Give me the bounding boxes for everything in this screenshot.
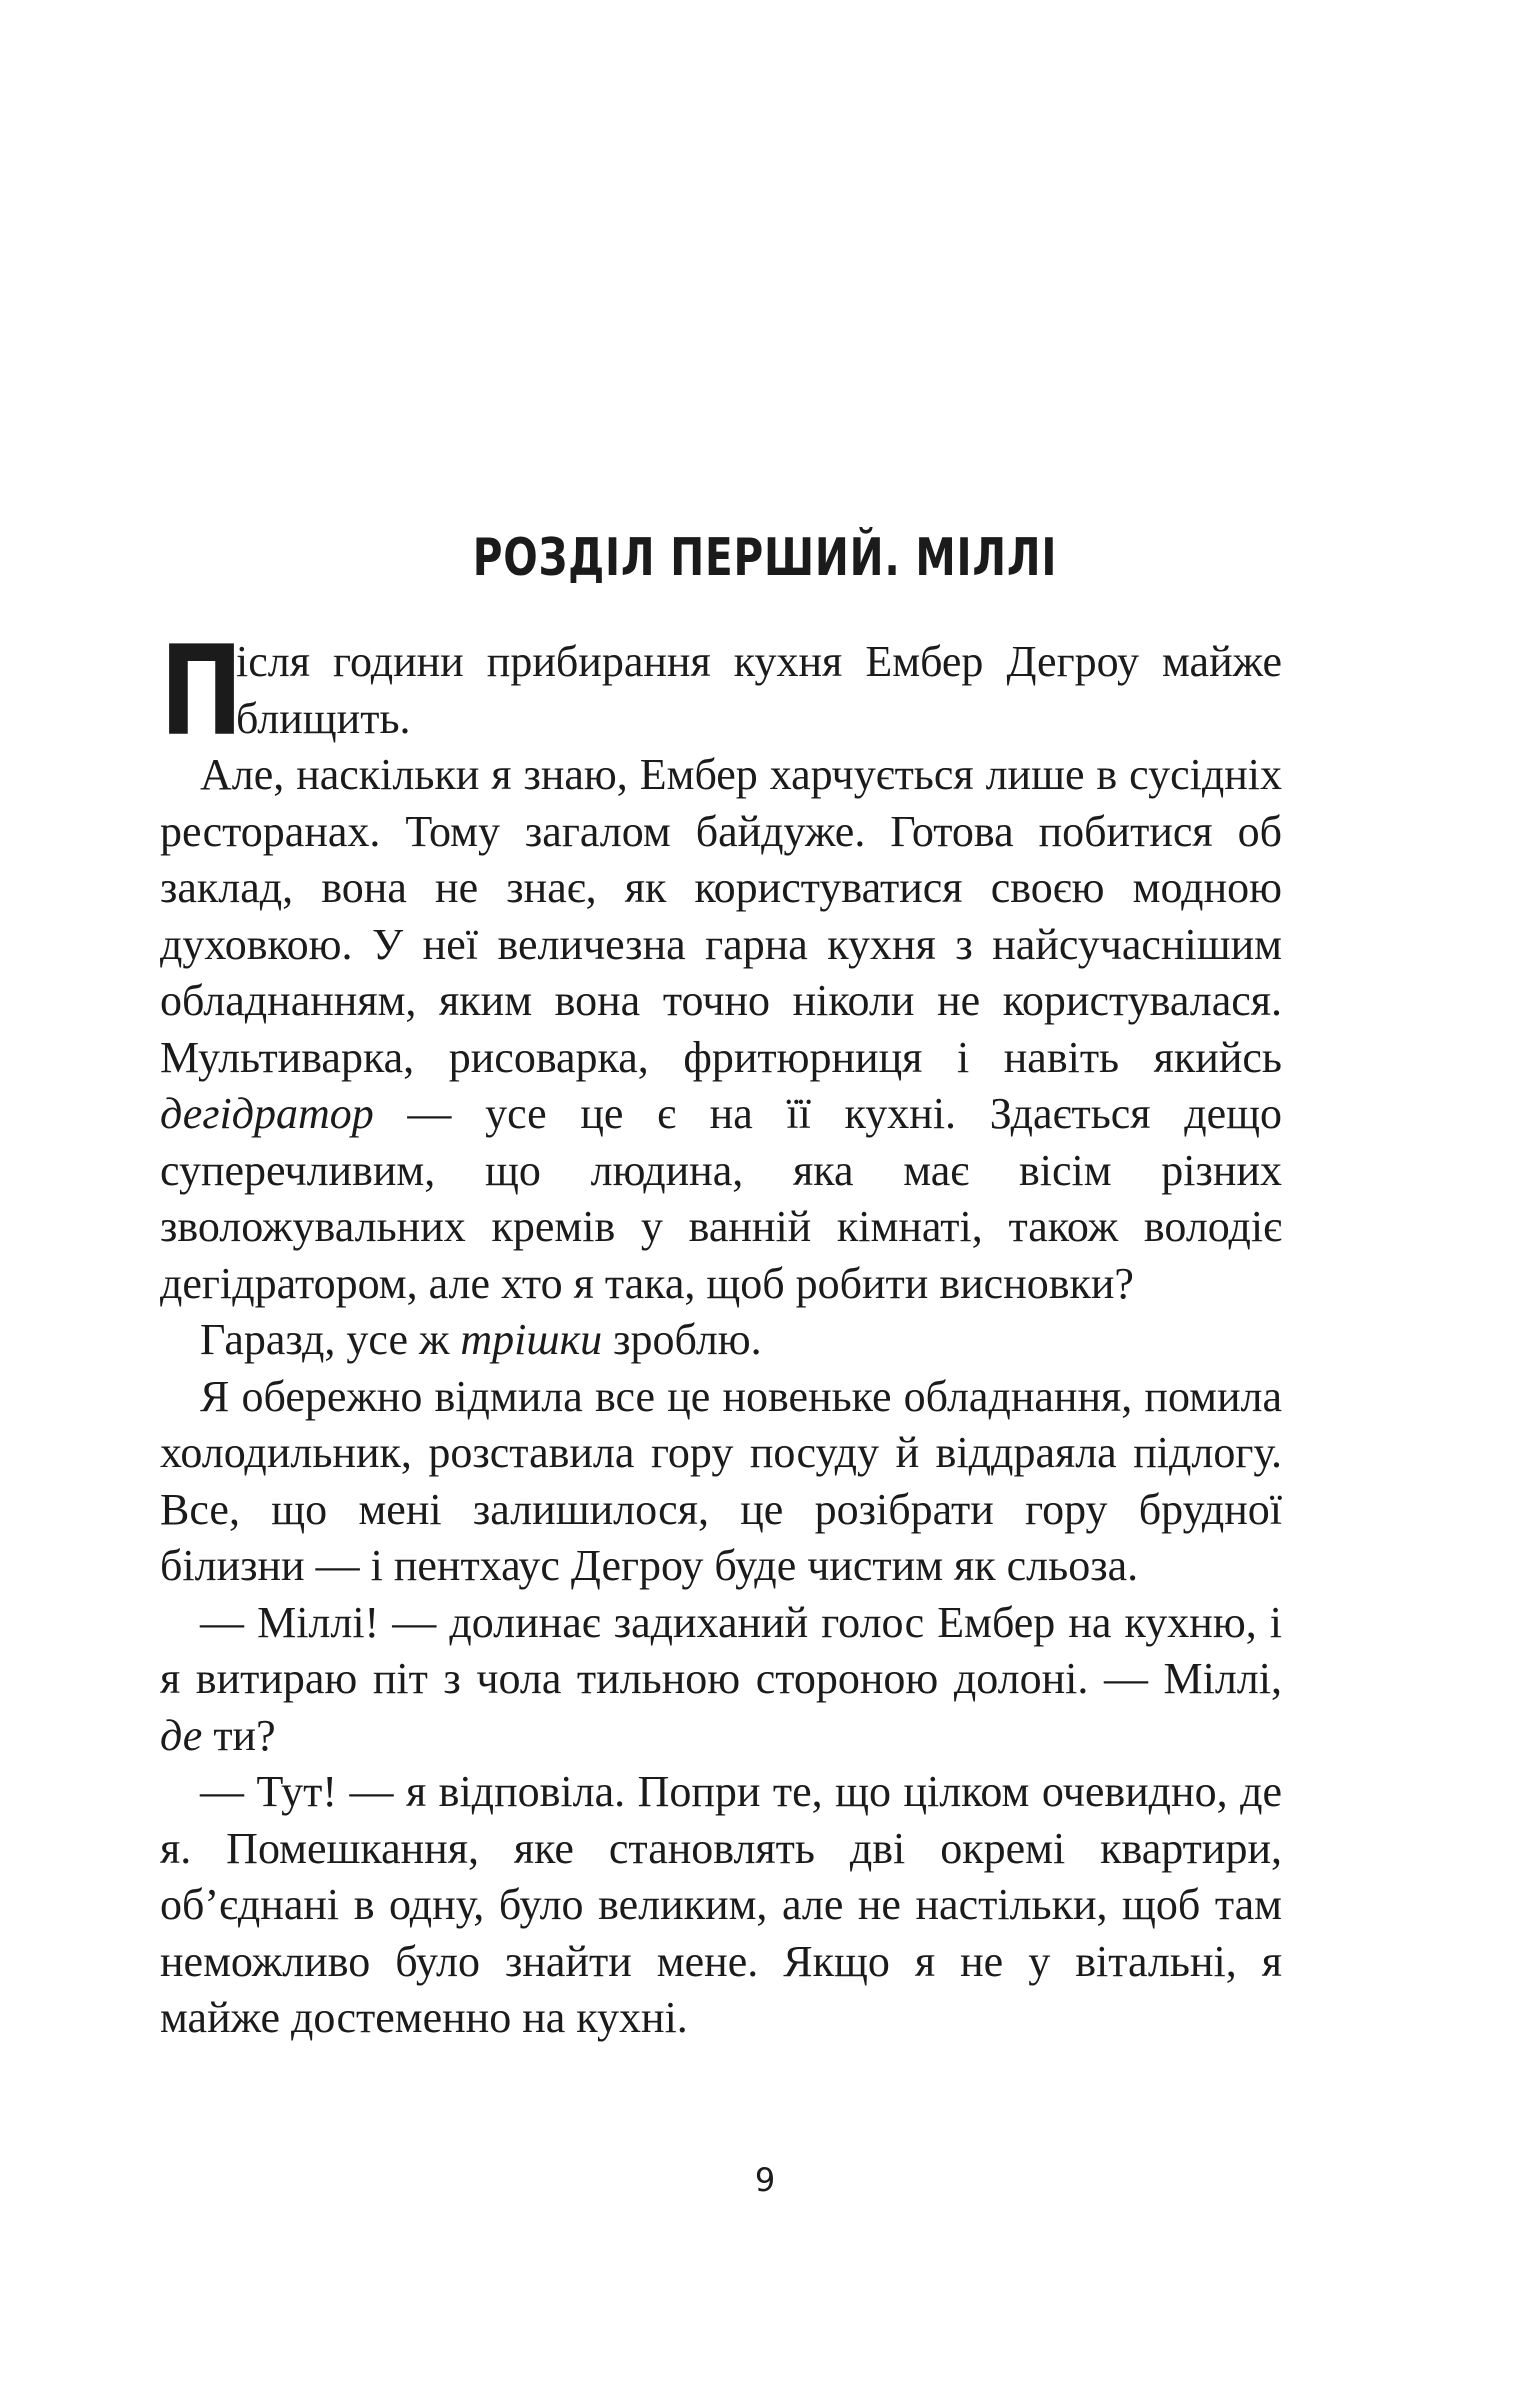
- paragraph-3-italic: дегідратор: [160, 1089, 374, 1138]
- paragraph-4-before: Гаразд, усе ж: [200, 1315, 461, 1364]
- paragraph-6: [160, 1595, 1282, 1765]
- paragraph-6-italic: де: [160, 1710, 203, 1760]
- paragraph-7-text: — Тут! — я відповіла. Попри те, що цілком очевидно, де я. Помешкання, яке становлять дві окремі квартири, об’єднані в одну, було великим, але не настільки, щоб там неможливо було знайти мене. Якщо я не у вітальні, я майже достеменно на кухні.: [160, 1767, 1282, 2042]
- paragraph-4-italic: трішки: [460, 1315, 603, 1364]
- paragraph-5-text: Я обережно відмила все це новеньке обладнання, помила холодильник, розставила гору посуду й віддраяла підлогу. Все, що мені залишилося, це розібрати гору брудної білизни — і пентхаус Дегроу буде чистим як сльоза.: [160, 1371, 1282, 1590]
- paragraph-4: [160, 1312, 1282, 1369]
- page-number: 9: [754, 2161, 776, 2199]
- body-text: [160, 620, 1282, 2047]
- paragraph-6-before: — Міллі! — долинає задиханий голос Ембер на кухню, і я витираю піт з чола тильною стороною долоні. — Міллі,: [160, 1597, 1282, 1703]
- paragraph-2: [160, 747, 1282, 1312]
- drop-cap: П: [160, 620, 244, 764]
- paragraph-2-text: Але, наскільки я знаю, Ембер харчується лише в сусідніх ресторанах. Тому загалом байдуже. Готова побитися об заклад, вона не знає, як користуватися своєю модною духовкою. У неї величезна гарна кухня з найсучаснішим обладнанням, яким вона точно ніколи не користувалася. Мультиварка, рисоварка, фритюрниця і навіть якийсь: [160, 750, 1282, 1082]
- paragraph-7: [160, 1764, 1282, 2047]
- paragraph-3-text: — усе це є на її кухні. Здається дещо суперечливим, що людина, яка має вісім різних зволожувальних кремів у ванній кімнаті, також володіє дегідратором, але хто я така, щоб робити висновки?: [160, 1089, 1282, 1308]
- paragraph-6-after: ти?: [202, 1710, 276, 1760]
- paragraph-4-after: зроблю.: [602, 1315, 762, 1364]
- chapter-title: РОЗДІЛ ПЕРШИЙ. МІЛЛІ: [472, 528, 1058, 588]
- paragraph-1-text: ісля години прибирання кухня Ембер Дегроу майже блищить.: [236, 637, 1282, 743]
- paragraph-5: [160, 1369, 1282, 1595]
- paragraph-1: [160, 620, 1282, 764]
